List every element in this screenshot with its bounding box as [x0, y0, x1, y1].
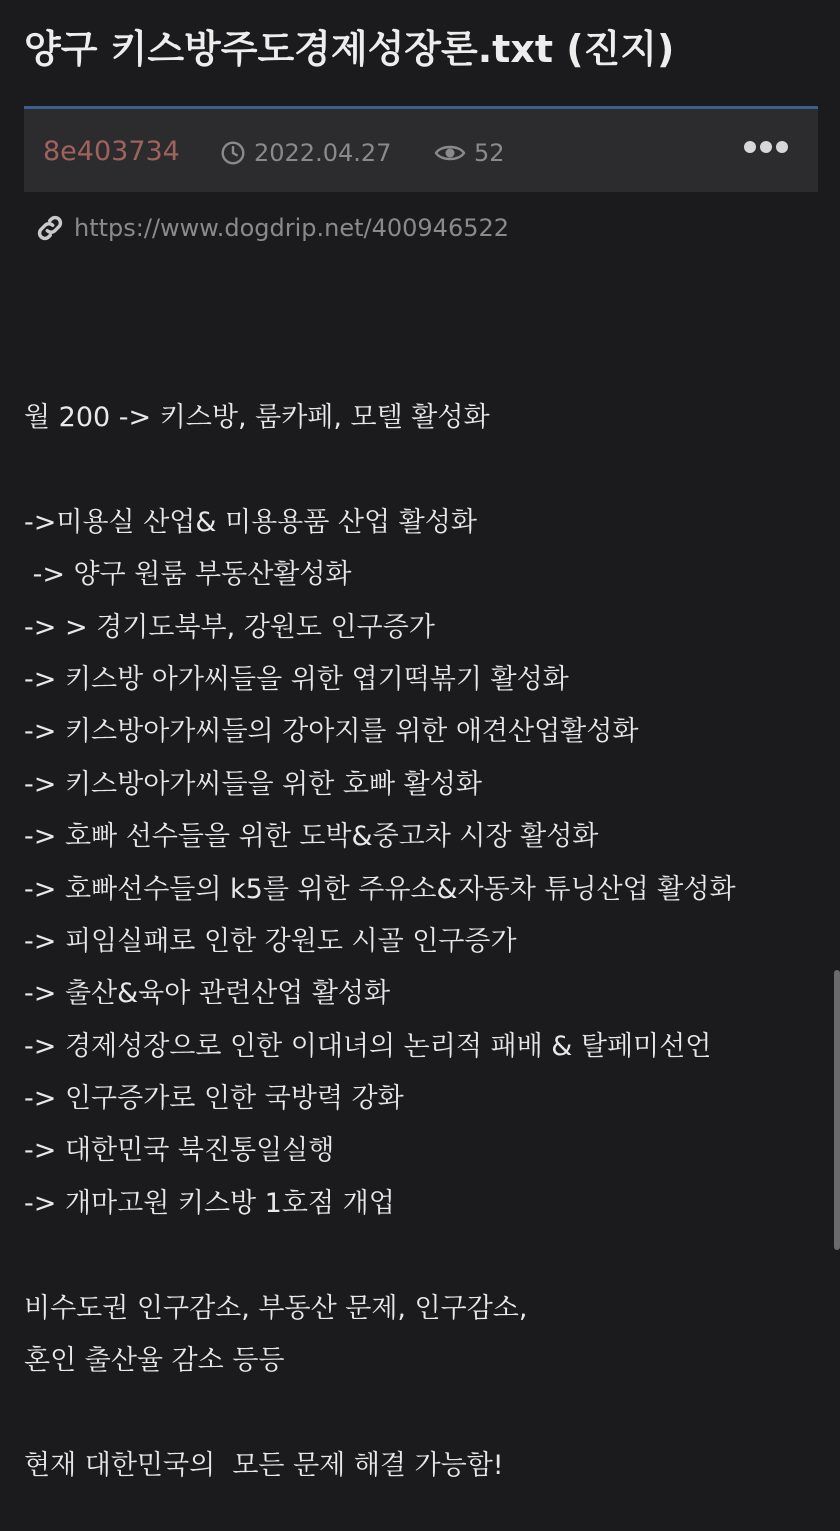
content-line: -> 키스방 아가씨들을 위한 엽기떡볶기 활성화 [24, 663, 569, 695]
content-line: -> 호빠선수들의 k5를 위한 주유소&자동차 튜닝산업 활성화 [24, 873, 736, 905]
content-line: -> 피임실패로 인한 강원도 시골 인구증가 [24, 925, 517, 957]
content-line [24, 1387, 814, 1439]
clock-icon [220, 140, 246, 166]
post-date [220, 137, 391, 169]
content-line: -> 경제성장으로 인한 이대녀의 논리적 패배 & 탈페미선언 [24, 1030, 712, 1062]
content-line: 월 200 -> 키스방, 룸카페, 모텔 활성화 [24, 402, 490, 433]
post-views-count: 52 [474, 139, 505, 167]
content-line: 비수도권 인구감소, 부동산 문제, 인구감소, [24, 1292, 528, 1324]
post-title: 양구 키스방주도경제성장론.txt (진지) [24, 27, 675, 71]
post-link-row [34, 208, 509, 248]
eye-icon [434, 141, 466, 165]
link-icon [34, 212, 66, 244]
content-line: -> > 경기도북부, 강원도 인구증가 [24, 611, 435, 643]
content-line: -> 호빠 선수들을 위한 도박&중고차 시장 활성화 [24, 821, 599, 853]
content-line: -> 개마고원 키스방 1호점 개업 [24, 1187, 395, 1219]
post-views [434, 137, 505, 169]
content-line: 현재 대한민국의 모든 문제 해결 가능함! [24, 1449, 504, 1481]
content-line: -> 키스방아가씨들의 강아지를 위한 애견산업활성화 [24, 716, 639, 748]
content-line: ->미용실 산업& 미용용품 산업 활성화 [24, 506, 477, 538]
content-line: -> 대한민국 북진통일실행 [24, 1135, 335, 1167]
content-line: 혼인 출산율 감소 등등 [24, 1345, 285, 1377]
content-line [24, 444, 814, 496]
more-dots-icon[interactable] [744, 141, 788, 153]
post-url-link[interactable]: https://www.dogdrip.net/400946522 [74, 214, 510, 242]
content-line: -> 인구증가로 인한 국방력 강화 [24, 1083, 404, 1115]
post-content [24, 392, 814, 1492]
content-line: -> 출산&육아 관련산업 활성화 [24, 978, 391, 1010]
scrollbar-thumb[interactable] [834, 970, 840, 1250]
content-line [24, 1230, 814, 1282]
content-line: -> 키스방아가씨들을 위한 호빠 활성화 [24, 768, 482, 800]
post-meta-bar [24, 106, 818, 192]
post-date-text: 2022.04.27 [254, 139, 392, 167]
content-line: -> 양구 원룸 부동산활성화 [24, 559, 352, 591]
author-name[interactable]: 8e403734 [43, 136, 180, 167]
